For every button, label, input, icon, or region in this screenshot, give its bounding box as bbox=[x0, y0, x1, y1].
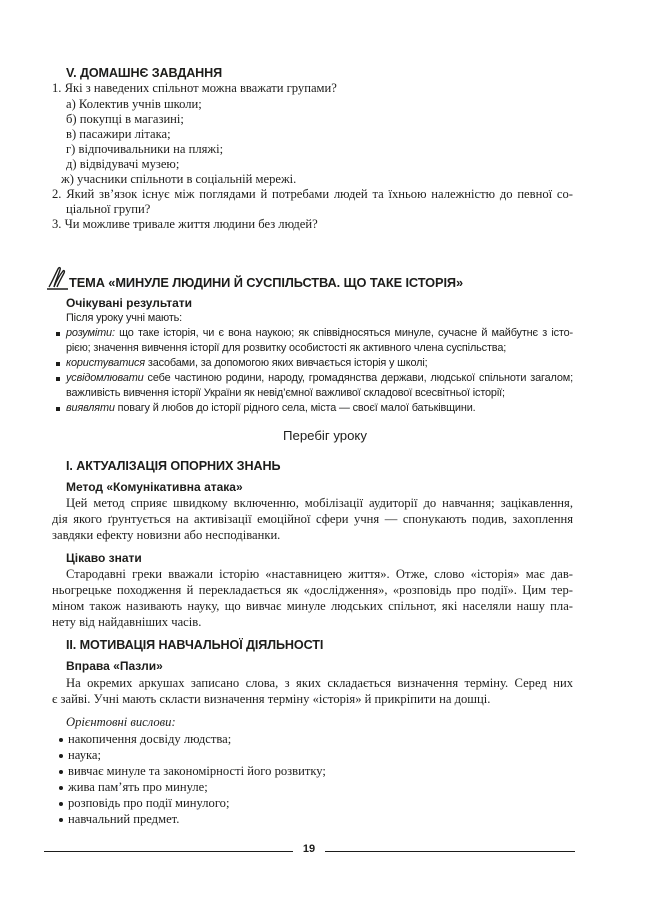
page-number: 19 bbox=[302, 843, 316, 855]
result-1-line-2: рією; значення вивчення історії для розвитку особистості як активного члена суспільства; bbox=[66, 342, 507, 354]
q1-option-e: д) відвідувачі музею; bbox=[66, 157, 180, 171]
method-line-2: дія якого ґрунтується на активізації емоційної сфери учня — спонукають подив, захоплення bbox=[52, 512, 573, 526]
result-2-term: користуватися bbox=[66, 357, 145, 369]
bullet-dot bbox=[59, 770, 63, 774]
phrase-item: жива пам’ять про минуле; bbox=[68, 780, 208, 794]
approx-phrases-label: Орієнтовні вислови: bbox=[66, 715, 176, 729]
exercise-line-2: є зайві. Учні мають скласти визначення терміну «історія» й прикріпити на дошці. bbox=[52, 692, 491, 706]
exercise-heading: Вправа «Пазли» bbox=[66, 659, 163, 673]
method-heading: Метод «Комунікативна атака» bbox=[66, 480, 243, 494]
phrase-item: розповідь про події минулого; bbox=[68, 796, 230, 810]
topic-title: ТЕМА «МИНУЛЕ ЛЮДИНИ Й СУСПІЛЬСТВА. ЩО ТАКЕ ІСТОРІЯ» bbox=[69, 275, 464, 290]
expected-results-heading: Очікувані результати bbox=[66, 296, 193, 310]
result-1-line-1 bbox=[66, 326, 573, 341]
bullet-square bbox=[56, 407, 60, 411]
bullet-square bbox=[56, 377, 60, 381]
interesting-line-4: нету від найдавніших часів. bbox=[52, 615, 202, 629]
result-1-text: що таке історія, чи є вона наукою; як співвідносяться минуле, сучасне й майбутнє з істо- bbox=[114, 327, 573, 339]
q1-option-d: г) відпочивальники на пляжі; bbox=[66, 142, 224, 156]
q1-option-a: а) Колектив учнів школи; bbox=[66, 97, 202, 111]
phrase-item: накопичення досвіду людства; bbox=[68, 732, 232, 746]
result-3-text: себе частиною родини, народу, громадянства держави, людської спільноти загалом; bbox=[143, 372, 573, 384]
question-3: 3. Чи можливе тривале життя людини без людей? bbox=[52, 217, 318, 231]
result-2 bbox=[66, 356, 428, 371]
method-line-3: завдяки ефекту новизни або несподіванки. bbox=[52, 528, 281, 542]
result-4-term: виявляти bbox=[66, 402, 115, 414]
method-line-1: Цей метод сприяє швидкому включенню, мобілізації аудиторії до навчання; зацікавлення, bbox=[66, 496, 573, 510]
result-2-text: засобами, за допомогою яких вивчається історія у школі; bbox=[144, 357, 428, 369]
bullet-dot bbox=[59, 818, 63, 822]
phrase-item: вивчає минуле та закономірності його розвитку; bbox=[68, 764, 326, 778]
question-2-line-2: ціальної групи? bbox=[66, 202, 151, 216]
bullet-dot bbox=[59, 802, 63, 806]
question-1: 1. Які з наведених спільнот можна вважати групами? bbox=[52, 81, 337, 95]
after-lesson-text: Після уроку учні мають: bbox=[66, 312, 183, 324]
exercise-line-1: На окремих аркушах записано слова, з яких складається визначення терміну. Серед них bbox=[66, 676, 573, 690]
result-4-text: повагу й любов до історії рідного села, міста — своєї малої батьківщини. bbox=[114, 402, 476, 414]
bullet-dot bbox=[59, 738, 63, 742]
question-2-line-1: 2. Який зв’язок існує між поглядами й потребами людей та їхньою належністю до певної со- bbox=[52, 187, 573, 201]
interesting-line-2: ньогрецьке походження й перекладається як «дослідження», «розповідь про події». Цим тер- bbox=[52, 583, 573, 597]
result-4 bbox=[66, 401, 476, 416]
bullet-dot bbox=[59, 754, 63, 758]
footer-rule-left bbox=[44, 851, 293, 852]
phrase-item: наука; bbox=[68, 748, 102, 762]
q1-option-zh: ж) учасники спільноти в соціальній мережі. bbox=[61, 172, 297, 186]
interesting-heading: Цікаво знати bbox=[66, 551, 142, 565]
bullet-square bbox=[56, 362, 60, 366]
result-1-term: розуміти: bbox=[66, 327, 115, 339]
interesting-line-1: Стародавні греки вважали історію «наставницею життя». Отже, слово «історія» має дав- bbox=[66, 567, 573, 581]
homework-heading: V. ДОМАШНЄ ЗАВДАННЯ bbox=[66, 66, 223, 80]
bullet-square bbox=[56, 332, 60, 336]
section-1-heading: I. АКТУАЛІЗАЦІЯ ОПОРНИХ ЗНАНЬ bbox=[66, 459, 281, 473]
result-3-term: усвідомлювати bbox=[66, 372, 144, 384]
section-2-heading: II. МОТИВАЦІЯ НАВЧАЛЬНОЇ ДІЯЛЬНОСТІ bbox=[66, 638, 324, 652]
bullet-dot bbox=[59, 786, 63, 790]
phrase-item: навчальний предмет. bbox=[68, 812, 180, 826]
interesting-line-3: міном також називають науку, що вивчає минуле людських спільнот, які населяли нашу пла- bbox=[52, 599, 573, 613]
result-3-line-1 bbox=[66, 371, 573, 386]
q1-option-c: в) пасажири літака; bbox=[66, 127, 171, 141]
result-3-line-2: важливість вивчення історії України як невід’ємної важливої складової всесвітньої історії; bbox=[66, 387, 505, 399]
footer-rule-right bbox=[325, 851, 575, 852]
lesson-progress-heading: Перебіг уроку bbox=[283, 428, 367, 443]
q1-option-b: б) покупці в магазині; bbox=[66, 112, 184, 126]
pen-icon bbox=[46, 265, 70, 291]
